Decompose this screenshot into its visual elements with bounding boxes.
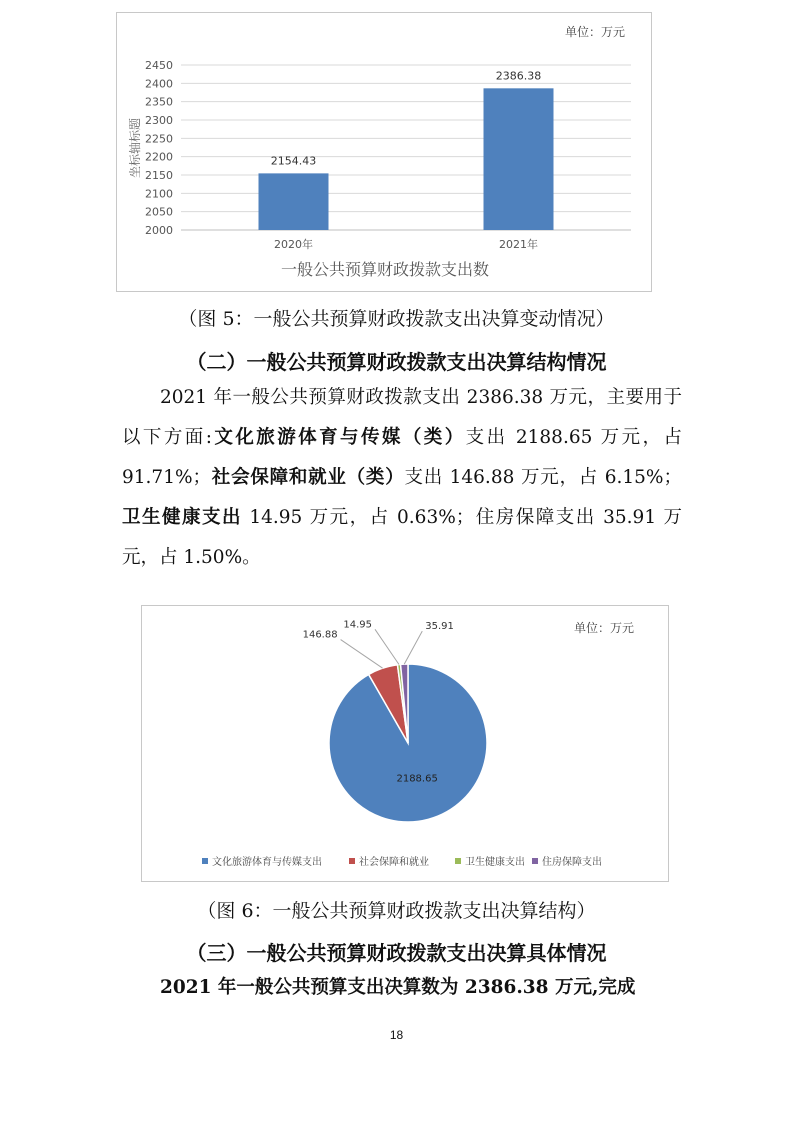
pie-data-label: 14.95 <box>343 619 372 631</box>
pie-chart-unit: 单位：万元 <box>574 621 635 635</box>
legend-label: 卫生健康支出 <box>465 857 525 868</box>
bar-chart-unit: 单位：万元 <box>565 25 626 39</box>
legend-label: 文化旅游体育与传媒支出 <box>212 857 322 868</box>
section2-heading: （二）一般公共预算财政拨款支出决算结构情况 <box>186 350 607 374</box>
pie-leader-line <box>341 640 383 669</box>
section2-bold-3: 卫生健康支出 <box>122 507 242 528</box>
pie-chart-slices <box>329 664 487 822</box>
pie-chart-frame <box>141 605 669 882</box>
figure6-caption: （图 6：一般公共预算财政拨款支出决算结构） <box>197 900 596 922</box>
bar-data-label: 2154.43 <box>270 154 317 168</box>
legend-swatch <box>532 858 538 864</box>
bar-chart-y-ticks <box>145 59 173 237</box>
pie-data-label: 35.91 <box>425 621 454 633</box>
section2-bold-2: 社会保障和就业（类） <box>211 467 405 488</box>
legend-label: 住房保障支出 <box>542 857 602 868</box>
bar-chart-bars <box>259 69 554 230</box>
pie-data-label: 2188.65 <box>396 773 438 785</box>
y-tick-label: 2250 <box>145 132 173 146</box>
bar-chart-frame <box>116 12 652 292</box>
y-tick-label: 2450 <box>145 59 173 72</box>
section3-paragraph <box>122 968 682 1008</box>
pie-data-label: 146.88 <box>302 629 338 641</box>
y-tick-label: 2000 <box>145 224 173 237</box>
section2-text-2: 支出 2188.65 万元，占 91.71%； <box>122 427 682 488</box>
section2-text-4: 14.95 万元，占 0.63%；住房保障支出 35.91 万元，占 1.50%。 <box>122 507 682 568</box>
legend-label: 社会保障和就业 <box>359 857 429 868</box>
pie-leader-line <box>375 629 399 664</box>
y-tick-label: 2050 <box>145 205 173 219</box>
page-number: 18 <box>389 1028 404 1042</box>
y-tick-label: 2300 <box>145 114 173 127</box>
x-tick-label: 2021年 <box>499 238 538 251</box>
legend-swatch <box>455 858 461 864</box>
bar <box>484 88 554 230</box>
bar <box>259 173 329 230</box>
bar-chart-x-ticks <box>274 237 538 251</box>
y-tick-label: 2400 <box>145 77 173 91</box>
figure5-caption: （图 5：一般公共预算财政拨款支出决算变动情况） <box>178 308 615 330</box>
x-tick-label: 2020年 <box>274 238 313 251</box>
pie-chart <box>142 606 670 883</box>
bar-chart-x-axis-title: 一般公共预算财政拨款支出数 <box>280 260 490 279</box>
pie-leader-line <box>404 631 422 664</box>
section3-text-1: 2021 年一般公共预算支出决算数为 2386.38 万元,完成 <box>160 977 636 998</box>
section2-text-1: 2021 年一般公共预算财政拨款支出 2386.38 万元，主要用于以下方面: <box>122 387 682 448</box>
bar-data-label: 2386.38 <box>495 69 542 83</box>
bar-chart-gridlines <box>181 65 631 230</box>
legend-swatch <box>349 858 355 864</box>
section2-paragraph <box>122 378 682 578</box>
y-tick-label: 2350 <box>145 95 173 109</box>
bar-chart <box>117 13 653 293</box>
y-tick-label: 2150 <box>145 169 173 182</box>
section3-heading: （三）一般公共预算财政拨款支出决算具体情况 <box>186 941 607 965</box>
legend-swatch <box>202 858 208 864</box>
y-tick-label: 2200 <box>145 150 173 164</box>
bar-chart-y-axis-title: 坐标轴标题 <box>128 117 142 179</box>
section2-bold-1: 文化旅游体育与传媒（类） <box>211 427 466 448</box>
section2-text-3: 支出 146.88 万元，占 6.15%； <box>404 467 682 488</box>
pie-chart-legend <box>202 855 602 868</box>
y-tick-label: 2100 <box>145 187 173 201</box>
